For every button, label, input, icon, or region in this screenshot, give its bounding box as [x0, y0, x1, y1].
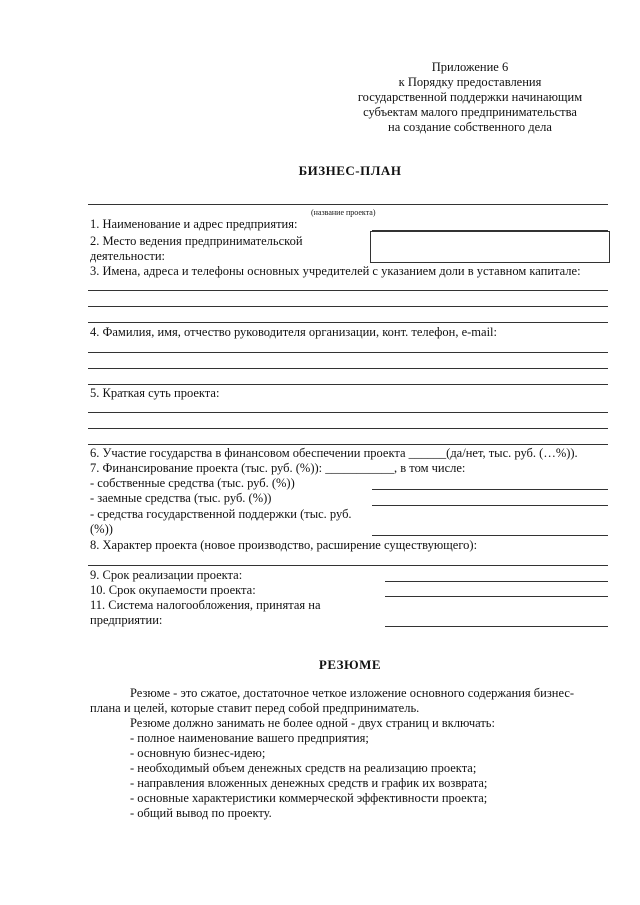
field-line-state-funds[interactable] [372, 535, 608, 536]
director-line[interactable] [88, 384, 608, 385]
project-name-caption: (название проекта) [311, 208, 376, 217]
resume-bullet: - полное наименование вашего предприятия; [130, 731, 369, 745]
director-line[interactable] [88, 368, 608, 369]
resume-paragraph: Резюме - это сжатое, достаточное четкое изложение основного содержания бизнес- [130, 686, 575, 700]
field-label-name-address: 1. Наименование и адрес предприятия: [90, 217, 298, 231]
field-label-borrowed-funds: - заемные средства (тыс. руб. (%)) [90, 491, 272, 505]
appendix-line: на создание собственного дела [388, 120, 552, 134]
founders-line[interactable] [88, 306, 608, 307]
field-label-tax-system-cont: предприятии: [90, 613, 163, 627]
summary-line[interactable] [88, 444, 608, 445]
field-line-implementation-term[interactable] [385, 581, 608, 582]
appendix-line: Приложение 6 [431, 60, 509, 74]
page-title: БИЗНЕС-ПЛАН [298, 163, 402, 178]
resume-paragraph: Резюме должно занимать не более одной - двух страниц и включать: [130, 716, 495, 730]
founders-line[interactable] [88, 290, 608, 291]
resume-bullet: - основные характеристики коммерческой эффективности проекта; [130, 791, 488, 805]
field-line-payback-term[interactable] [385, 596, 608, 597]
field-label-payback-term: 10. Срок окупаемости проекта: [90, 583, 256, 597]
field-label-project-nature: 8. Характер проекта (новое производство, расширение существующего): [90, 538, 478, 552]
field-line-own-funds[interactable] [372, 489, 608, 490]
field-label-implementation-term: 9. Срок реализации проекта: [90, 568, 243, 582]
appendix-line: субъектам малого предпринимательства [363, 105, 577, 119]
resume-bullet: - направления вложенных денежных средств и график их возврата; [130, 776, 488, 790]
resume-bullet: - общий вывод по проекту. [130, 806, 272, 820]
appendix-line: государственной поддержки начинающим [357, 90, 583, 104]
field-line-borrowed-funds[interactable] [372, 505, 608, 506]
field-label-tax-system: 11. Система налогообложения, принятая на [90, 598, 321, 612]
field-label-state-participation: 6. Участие государства в финансовом обеспечении проекта ______(да/нет, тыс. руб. (…%)). [90, 446, 578, 460]
director-line[interactable] [88, 352, 608, 353]
field-label-project-summary: 5. Краткая суть проекта: [90, 386, 220, 400]
summary-line[interactable] [88, 428, 608, 429]
project-nature-line[interactable] [88, 565, 608, 566]
field-label-activity-place-cont: деятельности: [90, 249, 166, 263]
field-label-director: 4. Фамилия, имя, отчество руководителя организации, конт. телефон, e-mail: [90, 325, 497, 339]
resume-bullet: - основную бизнес-идею; [130, 746, 266, 760]
field-label-state-funds: - средства государственной поддержки (тыс. руб. [90, 507, 352, 521]
founders-line[interactable] [88, 322, 608, 323]
resume-paragraph-cont: плана и целей, которые ставит перед собой предприниматель. [90, 701, 420, 715]
project-name-line[interactable] [88, 204, 608, 205]
field-line-tax-system[interactable] [385, 626, 608, 627]
appendix-line: к Порядку предоставления [398, 75, 542, 89]
field-label-activity-place: 2. Место ведения предпринимательской [90, 234, 303, 248]
resume-bullet: - необходимый объем денежных средств на реализацию проекта; [130, 761, 477, 775]
field-label-financing: 7. Финансирование проекта (тыс. руб. (%)): ___________, в том числе: [90, 461, 466, 475]
field-label-own-funds: - собственные средства (тыс. руб. (%)) [90, 476, 295, 490]
summary-line[interactable] [88, 412, 608, 413]
field-label-state-funds-cont: (%)) [90, 522, 113, 536]
field-box-activity-place[interactable] [370, 231, 610, 263]
appendix-header [340, 60, 600, 135]
field-label-founders: 3. Имена, адреса и телефоны основных учредителей с указанием доли в уставном капитале: [90, 264, 581, 278]
resume-title: РЕЗЮМЕ [318, 657, 382, 672]
